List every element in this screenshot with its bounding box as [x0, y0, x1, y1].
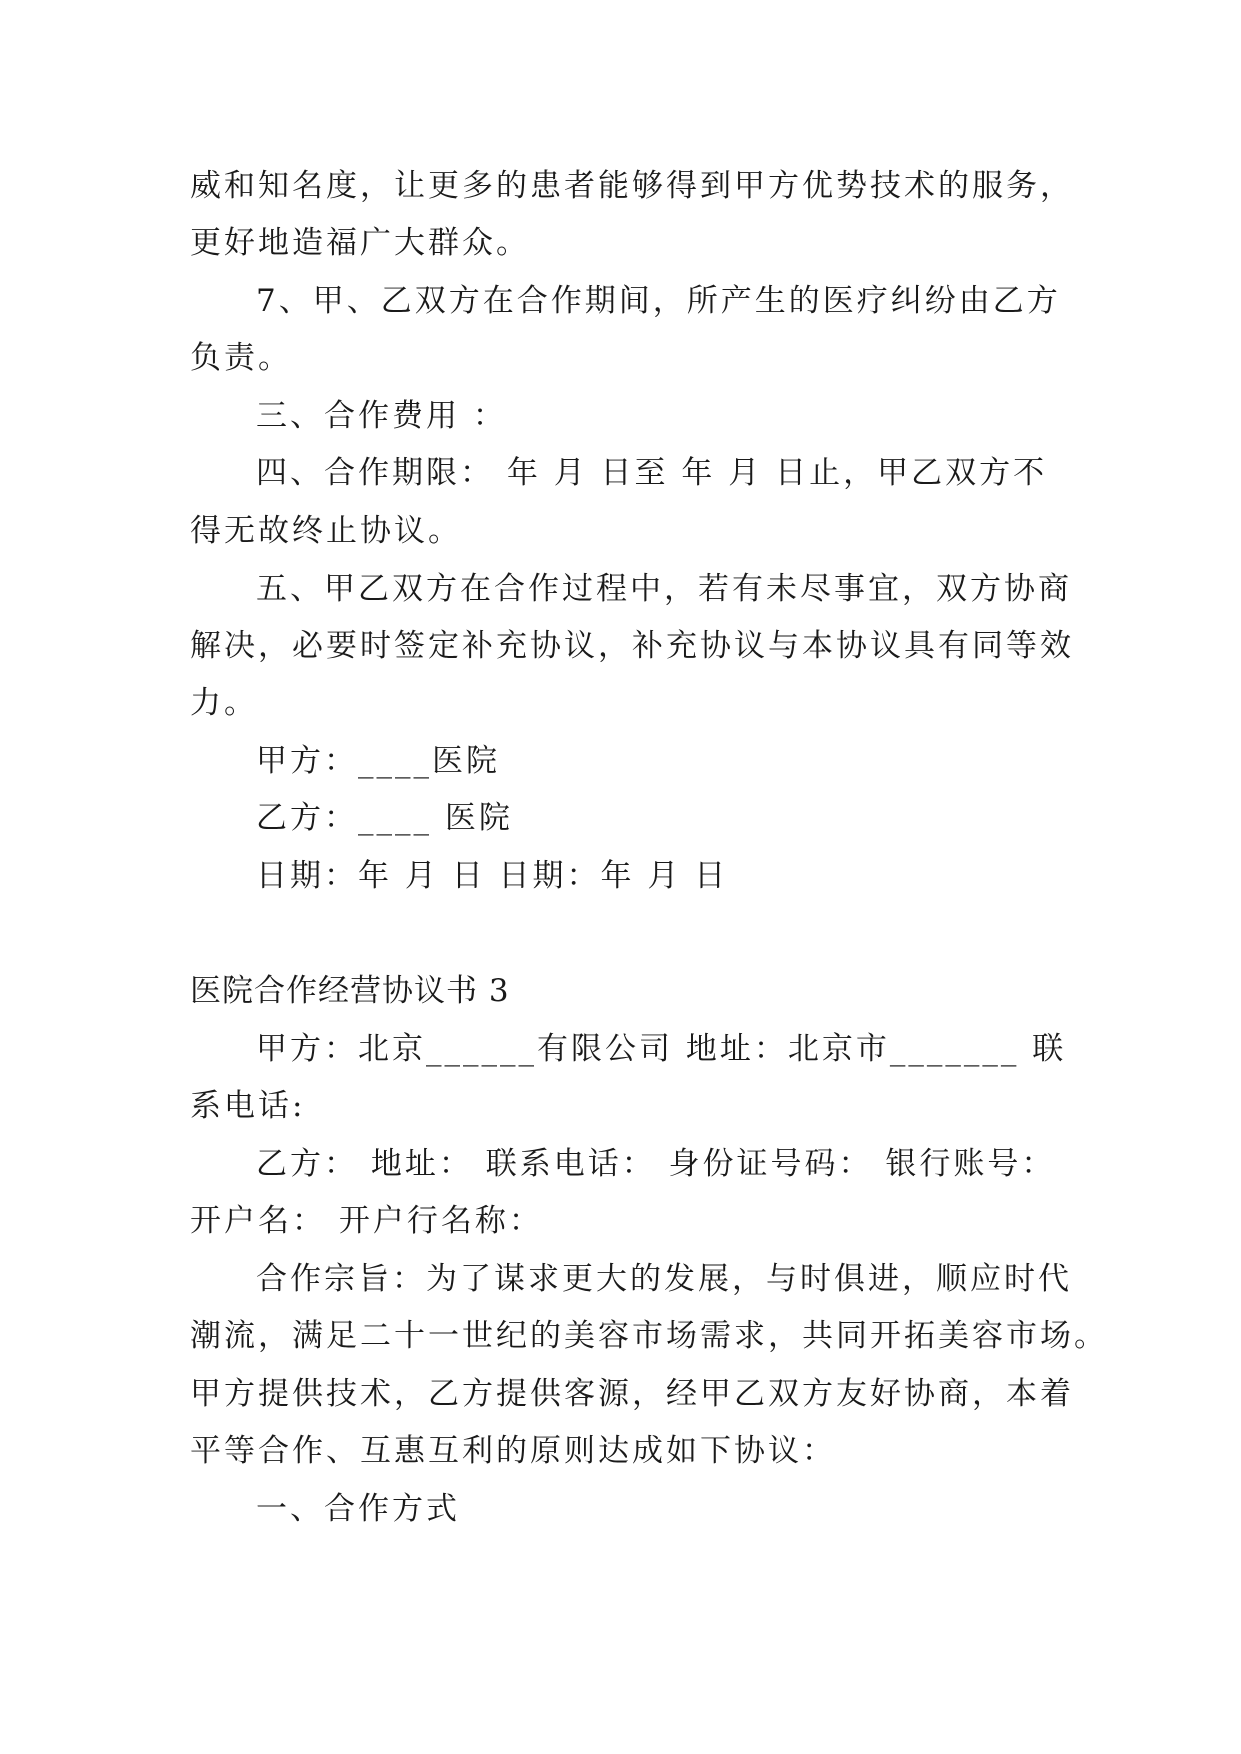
- text-line-10: 力。: [190, 685, 258, 721]
- text-line-20: 潮流，满足二十一世纪的美容市场需求，共同开拓美容市场。: [190, 1318, 1108, 1354]
- text-line-23: 一、合作方式: [256, 1491, 460, 1527]
- text-line-21: 甲方提供技术，乙方提供客源，经甲乙双方友好协商，本着: [190, 1376, 1074, 1412]
- text-line-15: 甲方：北京______有限公司 地址：北京市_______ 联: [256, 1031, 1067, 1067]
- text-line-16: 系电话:: [190, 1088, 306, 1124]
- text-line-18: 开户名： 开户行名称：: [190, 1203, 543, 1239]
- text-line-7: 得无故终止协议。: [190, 513, 462, 549]
- signature-dates: 日期：年 月 日 日期：年 月 日: [256, 858, 729, 894]
- text-line-5: 三、合作费用 ：: [256, 398, 507, 434]
- text-line-6: 四、合作期限： 年 月 日至 年 月 日止，甲乙双方不: [256, 455, 1048, 491]
- text-line-17: 乙方： 地址： 联系电话： 身份证号码： 银行账号：: [256, 1146, 1056, 1182]
- signature-party-a: 甲方：____医院: [256, 743, 500, 779]
- text-line-2: 更好地造福广大群众。: [190, 225, 530, 261]
- text-line-22: 平等合作、互惠互利的原则达成如下协议：: [190, 1433, 836, 1469]
- text-line-1: 威和知名度，让更多的患者能够得到甲方优势技术的服务，: [190, 168, 1074, 204]
- section-title: 医院合作经营协议书 3: [190, 973, 510, 1009]
- text-line-19: 合作宗旨：为了谋求更大的发展，与时俱进，顺应时代: [256, 1261, 1072, 1297]
- text-line-3: 7、甲、乙双方在合作期间，所产生的医疗纠纷由乙方: [256, 283, 1061, 319]
- signature-party-b: 乙方：____ 医院: [256, 800, 513, 836]
- text-line-4: 负责。: [190, 340, 292, 376]
- text-line-9: 解决，必要时签定补充协议，补充协议与本协议具有同等效: [190, 628, 1074, 664]
- text-line-8: 五、甲乙双方在合作过程中，若有未尽事宜，双方协商: [256, 571, 1072, 607]
